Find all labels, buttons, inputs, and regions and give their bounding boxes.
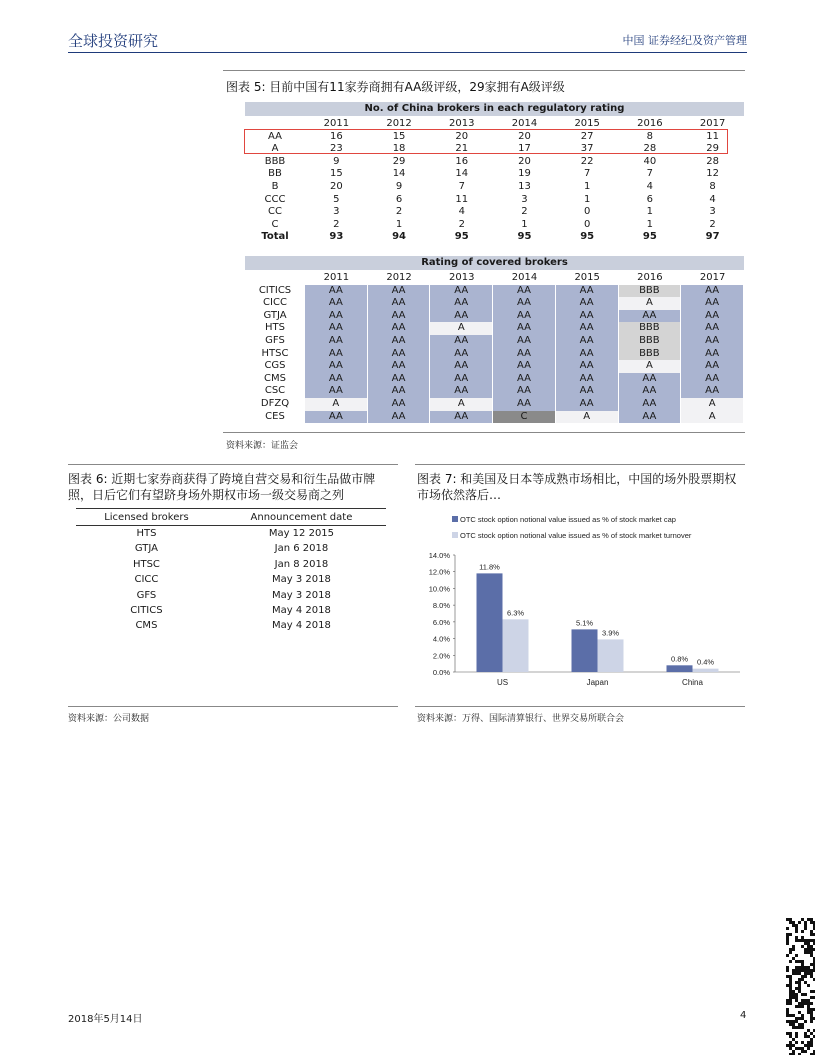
broker-label: CGS — [264, 360, 286, 372]
fig5-source: 资料来源：证监会 — [226, 441, 299, 451]
broker-rating: AA — [368, 322, 431, 335]
rating-count: 3 — [709, 206, 716, 218]
rating-count: 2 — [709, 218, 716, 230]
broker-rating: AA — [493, 310, 556, 323]
broker-rating: AA — [305, 411, 368, 424]
rating-row — [245, 219, 744, 232]
rating-count: 1 — [583, 193, 591, 205]
rating-count: 18 — [392, 143, 406, 155]
rating-count: 28 — [706, 155, 719, 167]
broker-rating: AA — [493, 348, 556, 361]
rating-count: 95 — [517, 231, 532, 243]
broker-rating: AA — [681, 335, 744, 348]
broker-rating: AA — [493, 322, 556, 335]
year-header-row — [245, 272, 744, 285]
report-section: 中国 证券经纪及资产管理 — [622, 34, 747, 47]
announcement-date: May 4 2018 — [272, 605, 331, 617]
broker-rating: A — [681, 411, 744, 424]
legend-swatch — [452, 532, 458, 538]
table-row — [76, 618, 386, 633]
rating-count: 94 — [392, 231, 407, 243]
rating-count: 7 — [583, 168, 591, 180]
broker-rating: AA — [556, 285, 619, 298]
rating-count: 1 — [646, 206, 654, 218]
bar-us-series1 — [477, 573, 503, 672]
rating-count: 23 — [329, 143, 343, 155]
broker-rating: AA — [368, 398, 431, 411]
broker-name: CICC — [134, 574, 159, 586]
broker-rating: AA — [430, 411, 493, 424]
legend-label: OTC stock option notional value issued as % of stock market turnover — [460, 531, 692, 540]
announcement-date: May 12 2015 — [268, 528, 335, 539]
broker-rating: AA — [556, 348, 619, 361]
fig7-bottom-rule — [415, 706, 745, 707]
rating-count: 95 — [642, 231, 657, 243]
year-header: 2012 — [386, 272, 412, 283]
rating-count: 9 — [395, 180, 403, 192]
rating-label: C — [271, 218, 279, 230]
fig7-source: 资料来源：万得、国际清算银行、世界交易所联合会 — [417, 714, 625, 724]
rating-count: 3 — [333, 206, 340, 218]
qr-code-icon — [786, 918, 815, 1055]
broker-rating: A — [430, 322, 493, 335]
broker-rating: AA — [305, 360, 368, 373]
rating-count: 2 — [395, 206, 403, 218]
broker-label: DFZQ — [260, 397, 290, 409]
fig5-top-rule — [223, 70, 745, 71]
bar-data-label: 11.8% — [479, 562, 500, 572]
broker-rating: AA — [305, 310, 368, 323]
rating-count: 6 — [646, 193, 654, 205]
broker-rating: AA — [556, 398, 619, 411]
y-tick-label: 0.0% — [432, 668, 450, 677]
rating-count: 15 — [329, 168, 343, 180]
broker-rating: AA — [556, 385, 619, 398]
rating-count: 20 — [329, 180, 343, 192]
header-row — [76, 509, 386, 526]
broker-rating: AA — [368, 285, 431, 298]
col-header-date: Announcement date — [217, 509, 386, 526]
broker-rating: AA — [305, 385, 368, 398]
broker-rating: A — [305, 398, 368, 411]
rating-count: 29 — [392, 155, 406, 167]
broker-rating: BBB — [619, 335, 682, 348]
rating-count: 2 — [333, 218, 340, 230]
y-tick-label: 4.0% — [432, 634, 450, 644]
table-row — [76, 572, 386, 587]
bar-china-series1 — [667, 665, 693, 672]
broker-rating: AA — [493, 385, 556, 398]
broker-rating: AA — [368, 310, 431, 323]
rating-count: 12 — [706, 168, 719, 180]
corner-cell — [245, 272, 305, 285]
rating-label: CC — [268, 206, 282, 218]
broker-label: CITICS — [258, 284, 292, 296]
rating-count: 95 — [454, 231, 469, 243]
rating-count: 16 — [329, 130, 343, 142]
header-divider — [68, 52, 747, 53]
rating-count: 95 — [580, 231, 595, 243]
y-tick-label: 8.0% — [432, 601, 450, 611]
broker-rating: AA — [556, 360, 619, 373]
broker-rating: AA — [681, 373, 744, 386]
rating-count: 93 — [329, 231, 344, 243]
broker-rating: AA — [681, 360, 744, 373]
fig5-bottom-rule — [223, 432, 745, 433]
x-category-label: Japan — [586, 678, 609, 687]
broker-rating: AA — [493, 335, 556, 348]
rating-label: CCC — [264, 193, 286, 205]
broker-row — [245, 411, 744, 424]
broker-rating: AA — [305, 373, 368, 386]
broker-name: CITICS — [130, 605, 163, 617]
rating-count: 7 — [458, 180, 465, 192]
broker-rating: AA — [368, 348, 431, 361]
table-row — [76, 588, 386, 603]
announcement-date: May 3 2018 — [272, 589, 331, 601]
legend-label: OTC stock option notional value issued as % of stock market cap — [460, 515, 676, 524]
legend-swatch — [452, 516, 458, 522]
broker-rating: BBB — [619, 322, 682, 335]
report-brand: 全球投资研究 — [68, 32, 159, 50]
table1-banner: No. of China brokers in each regulatory rating — [245, 102, 744, 116]
broker-rating: AA — [493, 360, 556, 373]
broker-rating: A — [681, 398, 744, 411]
bar-data-label: 5.1% — [575, 618, 594, 628]
rating-count: 37 — [580, 143, 594, 155]
rating-count: 4 — [458, 206, 465, 218]
rating-count: 7 — [646, 168, 654, 180]
broker-rating: AA — [619, 411, 682, 424]
x-category-label: China — [682, 678, 703, 687]
rating-count: 2 — [521, 206, 528, 218]
broker-rating: AA — [430, 385, 493, 398]
fig6-bottom-rule — [68, 706, 398, 707]
licensed-brokers-table — [76, 508, 386, 634]
rating-count: 1 — [646, 218, 654, 230]
year-header: 2014 — [511, 118, 538, 129]
rating-count: 15 — [392, 130, 406, 142]
year-header: 2015 — [574, 272, 600, 283]
year-header: 2012 — [386, 118, 412, 129]
year-header: 2017 — [699, 272, 726, 283]
rating-count: 17 — [518, 143, 531, 155]
broker-label: HTSC — [261, 347, 289, 359]
broker-row — [245, 360, 744, 373]
broker-rating: A — [619, 360, 682, 373]
broker-row — [245, 310, 744, 323]
announcement-date: May 4 2018 — [272, 620, 331, 632]
fig5-title: 图表 5: 目前中国有11家券商拥有AA级评级，29家拥有A级评级 — [226, 80, 565, 94]
bar-japan-series1 — [572, 629, 598, 672]
rating-label: BB — [268, 168, 282, 180]
broker-rating: AA — [430, 360, 493, 373]
rating-count: 27 — [580, 130, 594, 142]
broker-rating: AA — [493, 297, 556, 310]
fig6-title-line2: 照，日后它们有望跻身场外期权市场一级交易商之列 — [68, 488, 345, 502]
rating-label: A — [271, 143, 279, 155]
broker-rating: AA — [305, 297, 368, 310]
year-header: 2011 — [323, 272, 350, 283]
broker-rating: AA — [681, 285, 744, 298]
rating-count: 11 — [455, 193, 469, 205]
rating-count: 20 — [518, 155, 531, 167]
rating-count: 19 — [518, 168, 531, 180]
y-tick-label: 6.0% — [432, 617, 450, 627]
broker-row — [245, 297, 744, 310]
rating-count: 29 — [706, 143, 719, 155]
year-header: 2014 — [511, 272, 538, 283]
announcement-date: Jan 6 2018 — [274, 543, 329, 555]
broker-name: GTJA — [134, 543, 158, 555]
rating-count: 3 — [521, 193, 528, 205]
year-header: 2016 — [637, 272, 663, 283]
bar-japan-series2 — [598, 639, 624, 672]
broker-rating: AA — [619, 398, 682, 411]
broker-row — [245, 348, 744, 361]
broker-rating: AA — [681, 385, 744, 398]
rating-count: 1 — [395, 218, 403, 230]
rating-count: 21 — [455, 143, 469, 155]
announcement-date: Jan 8 2018 — [274, 558, 329, 570]
rating-count: 0 — [583, 218, 591, 230]
year-header: 2015 — [574, 118, 600, 129]
broker-rating: AA — [493, 285, 556, 298]
broker-row — [245, 285, 744, 298]
highlight-box — [244, 129, 728, 154]
broker-rating: AA — [430, 285, 493, 298]
broker-rating: AA — [493, 373, 556, 386]
announcement-date: May 3 2018 — [272, 574, 331, 586]
broker-label: CMS — [264, 372, 286, 384]
broker-label: CSC — [264, 385, 286, 397]
rating-count: 22 — [580, 155, 594, 167]
broker-label: CICC — [263, 297, 287, 309]
broker-rating: AA — [619, 310, 682, 323]
broker-rating: AA — [368, 411, 431, 424]
rating-row — [245, 206, 744, 219]
rating-count: 40 — [643, 155, 657, 167]
broker-label: GTJA — [263, 309, 287, 321]
broker-rating: AA — [619, 373, 682, 386]
broker-rating: BBB — [619, 348, 682, 361]
broker-row — [245, 335, 744, 348]
bar-china-series2 — [693, 669, 719, 672]
fig7-title — [417, 471, 736, 503]
rating-count: 4 — [709, 193, 716, 205]
broker-rating: AA — [368, 385, 431, 398]
rating-count: 1 — [583, 180, 591, 192]
broker-rating: AA — [368, 335, 431, 348]
broker-row — [245, 398, 744, 411]
rating-count: 8 — [646, 130, 654, 142]
broker-name: CMS — [135, 620, 158, 632]
broker-rating-table — [245, 272, 744, 423]
broker-rating: AA — [430, 348, 493, 361]
broker-rating: AA — [305, 322, 368, 335]
broker-rating: A — [430, 398, 493, 411]
rating-count: 0 — [583, 206, 591, 218]
rating-count: 16 — [455, 155, 469, 167]
rating-label: BBB — [264, 155, 286, 167]
table-row — [76, 603, 386, 618]
rating-count: 13 — [518, 180, 531, 192]
broker-rating: AA — [681, 322, 744, 335]
table-row — [76, 541, 386, 556]
broker-rating: AA — [430, 335, 493, 348]
broker-rating: AA — [681, 310, 744, 323]
rating-count: 4 — [646, 180, 654, 192]
rating-count: 28 — [643, 143, 657, 155]
rating-count: 5 — [333, 193, 340, 205]
y-tick-label: 10.0% — [428, 584, 450, 594]
rating-count: 20 — [518, 130, 531, 142]
year-header: 2013 — [449, 118, 475, 129]
fig6-top-rule — [68, 464, 398, 465]
table2-banner: Rating of covered brokers — [245, 256, 744, 270]
broker-name: HTS — [136, 528, 157, 539]
broker-rating: AA — [430, 373, 493, 386]
broker-rating: AA — [430, 297, 493, 310]
broker-rating: AA — [556, 310, 619, 323]
fig6-title-line1: 图表 6: 近期七家券商获得了跨境自营交易和衍生品做市牌 — [68, 472, 376, 486]
broker-label: GFS — [265, 334, 285, 346]
rating-row — [245, 168, 744, 181]
broker-rating: A — [619, 297, 682, 310]
rating-label: Total — [261, 231, 289, 243]
table-row — [76, 557, 386, 572]
otc-option-chart — [415, 512, 745, 697]
footer-date: 2018年5月14日 — [68, 1014, 143, 1025]
fig7-title-line2: 市场依然落后… — [417, 488, 502, 502]
rating-count: 6 — [395, 193, 403, 205]
broker-name: HTSC — [132, 558, 160, 570]
fig6-source: 资料来源：公司数据 — [68, 714, 150, 724]
broker-rating: AA — [305, 285, 368, 298]
rating-count: 8 — [709, 180, 716, 192]
broker-rating: AA — [556, 335, 619, 348]
rating-count: 14 — [392, 168, 406, 180]
broker-label: HTS — [265, 322, 285, 334]
rating-count: 14 — [455, 168, 469, 180]
broker-rating: AA — [430, 310, 493, 323]
year-header: 2016 — [637, 118, 663, 129]
rating-count: 97 — [705, 231, 720, 243]
broker-rating: A — [556, 411, 619, 424]
year-header: 2013 — [449, 272, 475, 283]
y-tick-label: 12.0% — [428, 567, 450, 577]
col-header-broker: Licensed brokers — [76, 509, 217, 526]
rating-count: 11 — [706, 130, 719, 142]
y-tick-label: 2.0% — [432, 651, 450, 661]
rating-count: 1 — [521, 218, 528, 230]
broker-rating: BBB — [619, 285, 682, 298]
table-row — [76, 526, 386, 542]
broker-rating: AA — [368, 373, 431, 386]
rating-row — [245, 181, 744, 194]
broker-rating: AA — [556, 322, 619, 335]
broker-rating: AA — [556, 297, 619, 310]
x-category-label: US — [496, 678, 509, 687]
broker-rating: AA — [681, 348, 744, 361]
rating-row — [245, 194, 744, 207]
bar-data-label: 6.3% — [506, 608, 525, 618]
rating-row — [245, 231, 744, 244]
rating-count: 2 — [458, 218, 465, 230]
broker-row — [245, 373, 744, 386]
broker-rating: AA — [619, 385, 682, 398]
broker-rating: AA — [368, 360, 431, 373]
year-header: 2017 — [699, 118, 726, 129]
broker-rating: AA — [368, 297, 431, 310]
rating-row — [245, 156, 744, 169]
rating-count: 20 — [455, 130, 469, 142]
rating-count: 9 — [333, 155, 340, 167]
broker-rating: AA — [305, 335, 368, 348]
broker-rating: AA — [305, 348, 368, 361]
fig6-title — [68, 471, 375, 503]
broker-rating: AA — [556, 373, 619, 386]
broker-label: CES — [265, 410, 285, 422]
bar-us-series2 — [503, 619, 529, 672]
page-number: 4 — [740, 1010, 747, 1021]
broker-rating: C — [493, 411, 556, 424]
year-header: 2011 — [323, 118, 350, 129]
broker-row — [245, 322, 744, 335]
broker-rating: AA — [493, 398, 556, 411]
broker-row — [245, 385, 744, 398]
broker-name: GFS — [136, 589, 157, 601]
bar-data-label: 3.9% — [601, 628, 620, 638]
fig7-top-rule — [415, 464, 745, 465]
bar-data-label: 0.4% — [696, 657, 715, 667]
bar-data-label: 0.8% — [670, 654, 689, 664]
y-tick-label: 14.0% — [428, 551, 450, 560]
broker-rating: AA — [681, 297, 744, 310]
rating-label: AA — [268, 130, 282, 142]
rating-label: B — [271, 180, 279, 192]
fig7-title-line1: 图表 7: 和美国及日本等成熟市场相比，中国的场外股票期权 — [417, 472, 737, 486]
